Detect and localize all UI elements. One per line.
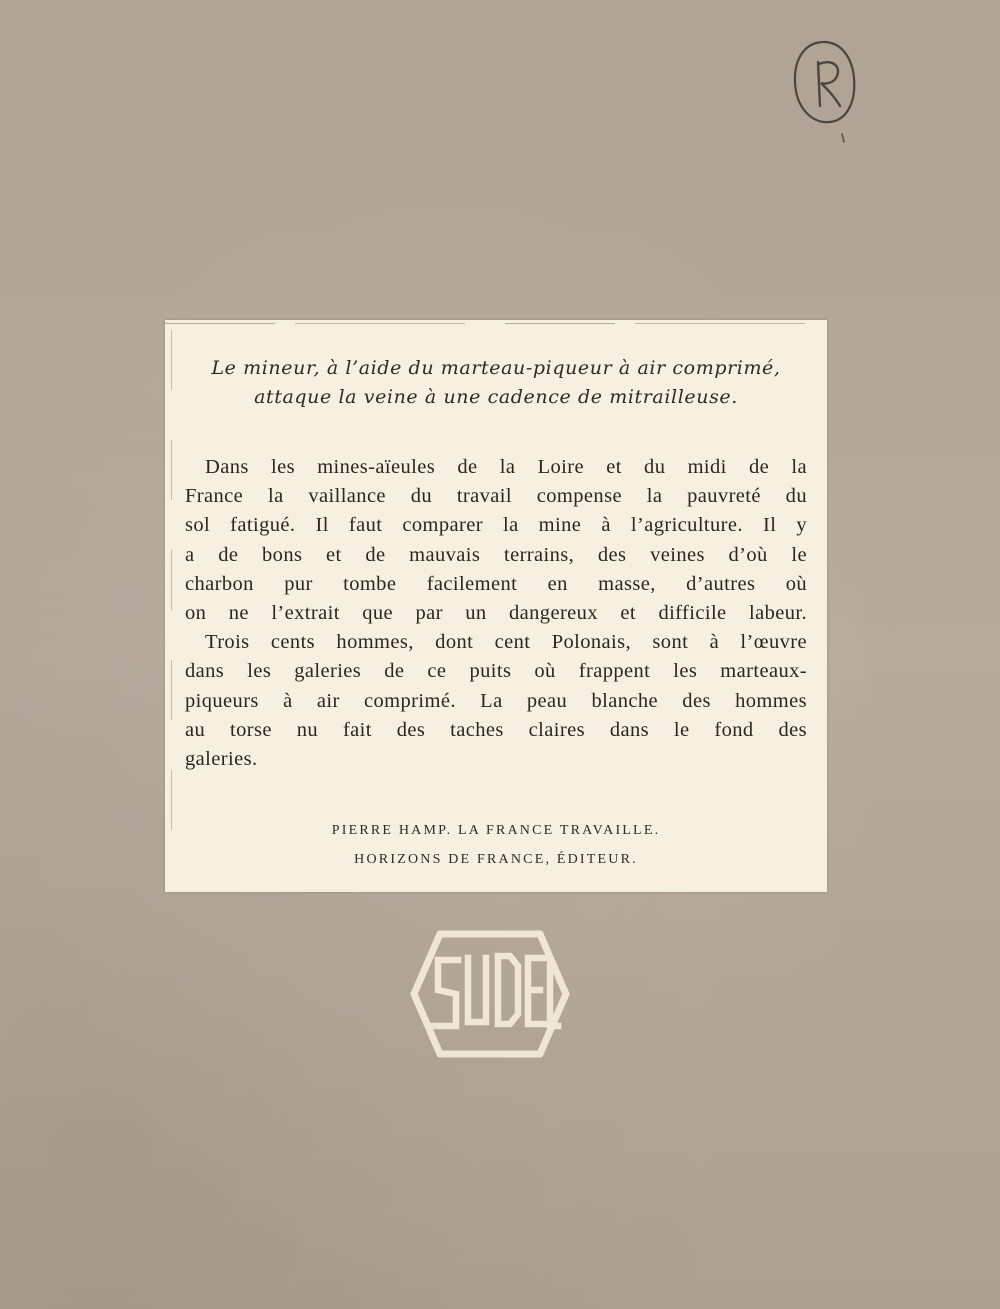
caption-line-1: Le mineur, à l’aide du marteau-piqueur à air comprimé, <box>211 357 781 379</box>
paragraph-2-line: dans les galeries de ce puits où frappent les marteaux- <box>185 660 807 683</box>
body-text <box>185 453 807 774</box>
caption-line-2: attaque la veine à une cadence de mitrailleuse. <box>254 386 738 408</box>
photo-caption <box>165 354 827 412</box>
paragraph-1 <box>185 453 807 628</box>
sudel-logo-icon <box>410 930 570 1058</box>
circled-r-annotation-icon <box>790 38 860 148</box>
credit-author-title: PIERRE HAMP. LA FRANCE TRAVAILLE. <box>331 823 661 838</box>
paragraph-2-line: piqueurs à air comprimé. La peau blanche des hommes <box>185 689 807 712</box>
card-top-rule <box>165 323 827 324</box>
source-credits <box>165 816 827 874</box>
paragraph-1-line: Dans les mines-aïeules de la Loire et du midi de la <box>205 456 807 478</box>
paragraph-1-line: charbon pur tombe facilement en masse, d’autres où <box>185 572 807 595</box>
paragraph-2-line: au torse nu fait des taches claires dans le fond des <box>185 718 807 741</box>
paragraph-2 <box>185 628 807 774</box>
paragraph-1-line: on ne l’extrait que par un dangereux et difficile labeur. <box>185 602 807 625</box>
paragraph-1-line: France la vaillance du travail compense la pauvreté du <box>185 485 807 508</box>
paragraph-1-line: sol fatigué. Il faut comparer la mine à l’agriculture. Il y <box>185 514 807 537</box>
credit-publisher: HORIZONS DE FRANCE, ÉDITEUR. <box>354 852 638 867</box>
caption-card <box>165 320 827 892</box>
paragraph-1-line: a de bons et de mauvais terrains, des veines d’où le <box>185 543 807 566</box>
paragraph-2-line: Trois cents hommes, dont cent Polonais, sont à l’œuvre <box>205 631 807 654</box>
paragraph-2-line: galeries. <box>185 748 258 771</box>
